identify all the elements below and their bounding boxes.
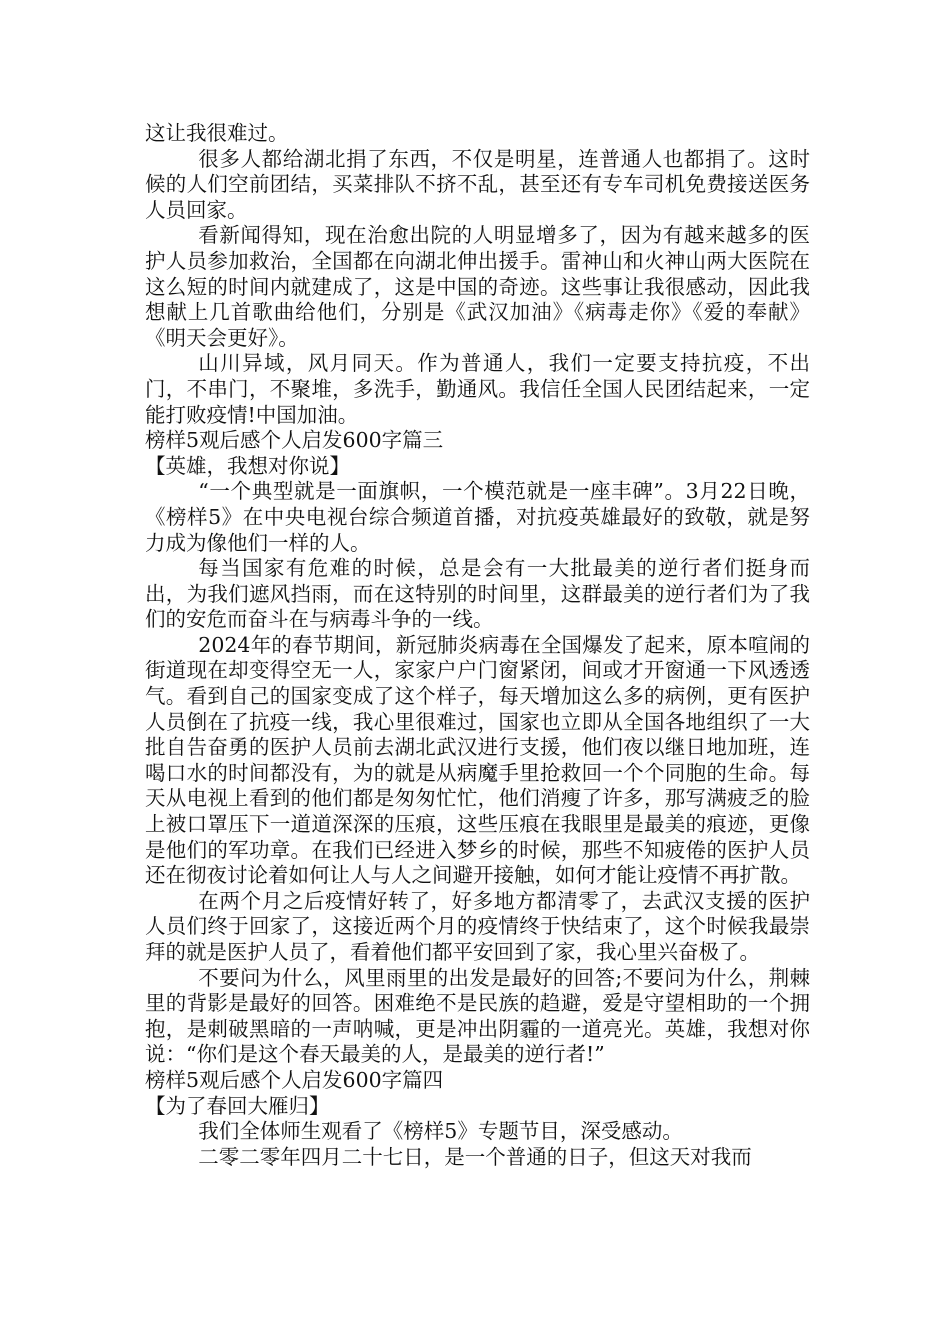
paragraph-watched: 我们全体师生观看了《榜样5》专题节目，深受感动。	[198, 1119, 683, 1144]
paragraph-support: 山川异域，风月同天。作为普通人，我们一定要支持抗疫，不出门，不串门，不聚堆，多洗手，勤通风。我信任全国人民团结起来，一定能打败疫情!中国加油。	[145, 351, 810, 427]
paragraph-spring-festival: 2024年的春节期间，新冠肺炎病毒在全国爆发了起来，原本喧闹的街道现在却变得空无一人，家家户户门窗紧闭，间或才开窗通一下风透透气。看到自己的国家变成了这个样子，每天增加这么多的病例，更有医护人员倒在了抗疫一线，我心里很难过，国家也立即从全国各地组织了一大批自告奋勇的医护人员前去湖北武汉进行支援，他们夜以继日地加班，连喝口水的时间都没有，为的就是从病魔手里抢救回一个个同胞的生命。每天从电视上看到的他们都是匆匆忙忙，他们消瘦了许多，那写满疲乏的脸上被口罩压下一道道深深的压痕，这些压痕在我眼里是最美的痕迹，更像是他们的军功章。在我们已经进入梦乡的时候，那些不知疲倦的医护人员还在彻夜讨论着如何让人与人之间避开接触，如何才能让疫情不再扩散。	[145, 632, 810, 888]
section-title-part-three: 榜样5观后感个人启发600字篇三	[145, 428, 444, 453]
document-body	[145, 121, 810, 1170]
paragraph-dont-ask: 不要问为什么，风里雨里的出发是最好的回答;不要问为什么，荆棘里的背影是最好的回答。困难绝不是民族的趋避，爱是守望相助的一个拥抱，是刺破黑暗的一声呐喊，更是冲出阴霾的一道亮光。英雄，我想对你说：“你们是这个春天最美的人，是最美的逆行者!”	[145, 965, 810, 1067]
paragraph-date: 二零二零年四月二十七日，是一个普通的日子，但这天对我而	[198, 1144, 752, 1169]
paragraph-retrogrades: 每当国家有危难的时候，总是会有一大批最美的逆行者们挺身而出，为我们遮风挡雨，而在这特别的时间里，这群最美的逆行者们为了我们的安危而奋斗在与病毒斗争的一线。	[145, 556, 810, 632]
paragraph-donations: 很多人都给湖北捐了东西，不仅是明星，连普通人也都捐了。这时候的人们空前团结，买菜排队不挤不乱，甚至还有专车司机免费接送医务人员回家。	[145, 146, 810, 222]
section-title-part-four: 榜样5观后感个人启发600字篇四	[145, 1067, 444, 1092]
section-subtitle-spring: 【为了春回大雁归】	[145, 1093, 330, 1118]
paragraph-two-months: 在两个月之后疫情好转了，好多地方都清零了，去武汉支援的医护人员们终于回家了，这接近两个月的疫情终于快结束了，这个时候我最崇拜的就是医护人员了，看着他们都平安回到了家，我心里兴奋极了。	[145, 888, 810, 964]
section-subtitle-hero: 【英雄，我想对你说】	[145, 453, 350, 478]
paragraph-banner: “一个典型就是一面旗帜，一个模范就是一座丰碑”。3月22日晚，《榜样5》在中央电视台综合频道首播，对抗疫英雄最好的致敬，就是努力成为像他们一样的人。	[145, 479, 810, 555]
paragraph-hospitals: 看新闻得知，现在治愈出院的人明显增多了，因为有越来越多的医护人员参加救治，全国都在向湖北伸出援手。雷神山和火神山两大医院在这么短的时间内就建成了，这是中国的奇迹。这些事让我很感动，因此我想献上几首歌曲给他们，分别是《武汉加油》《病毒走你》《爱的奉献》《明天会更好》。	[145, 223, 810, 350]
paragraph-continuation: 这让我很难过。	[145, 121, 289, 145]
